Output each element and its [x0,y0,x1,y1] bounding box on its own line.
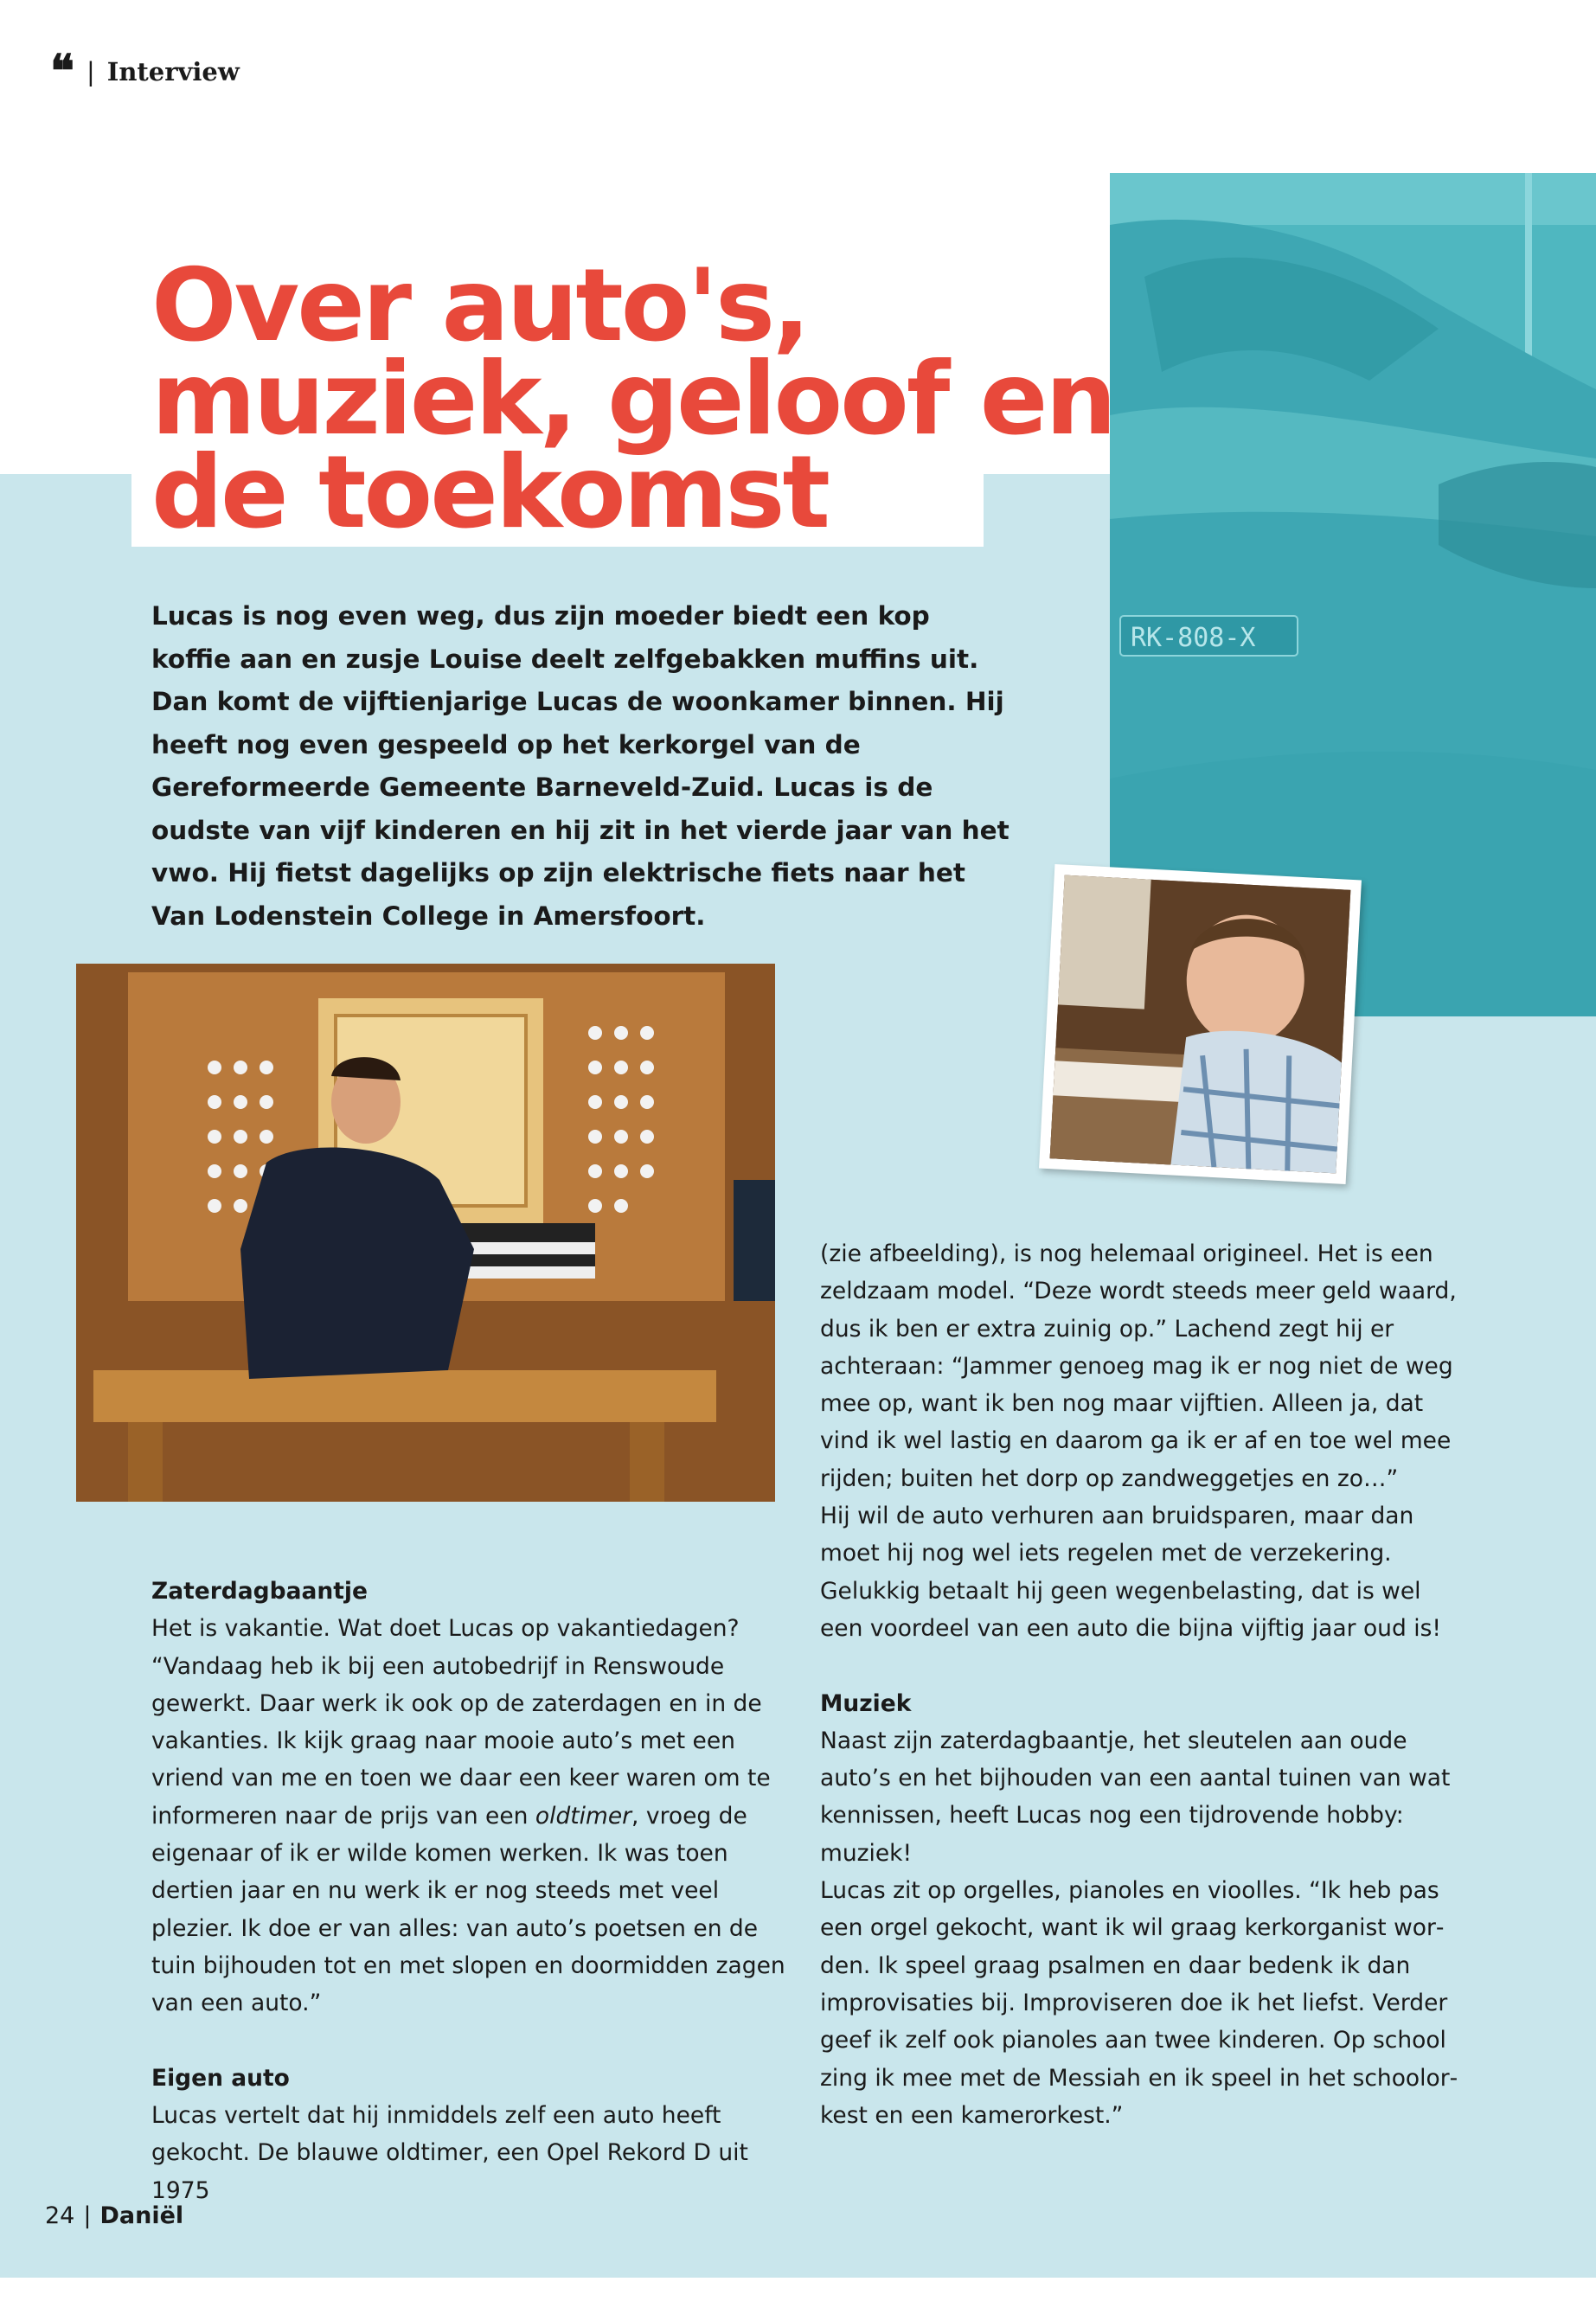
title-line: muziek, geloof en [151,341,1114,458]
magazine-name: Daniël [99,2202,184,2229]
italic-term: oldtimer [535,1802,632,1830]
paragraph-text: , vroeg de eigenaar of ik er wilde komen werken. Ik was toen dertien jaar en nu werk ik er nog steeds met veel plezier. Ik doe er van alles: van auto’s poetsen en de tuin bijhouden tot en met slopen en doormidden zagen van een auto.” [151,1802,785,2017]
page-number: 24 [45,2202,75,2229]
section-label: Interview [106,57,240,87]
paragraph: Lucas zit op orgelles, pianoles en vioolles. “Ik heb pas een orgel gekocht, want ik wil graag kerkorganist worden. Ik speel graag psalmen en daar bedenk ik dan improvisaties bij. Improviseren doe ik het liefst. Verder geef ik zelf ook pianoles aan twee kinderen. Op school zing ik mee met de Messiah en ik speel in het schoolorkest en een kamerorkest.” [820,1877,1458,2129]
footer-separator: | [83,2202,92,2229]
article-column-left [151,1573,792,2209]
title-line: Over auto's, [151,247,809,364]
subheading-zaterdagbaantje: Zaterdagbaantje [151,1578,368,1605]
page-footer [45,2202,183,2229]
paragraph-text: Het is vakantie. Wat doet Lucas op vakantiedagen? “Vandaag heb ik bij een autobedrijf in Renswoude gewerkt. Daar werk ik ook op de zaterdagen en in de vakanties. Ik kijk graag naar mooie auto’s met een vriend van me en toen we daar een keer waren om te informeren naar de prijs van een [151,1615,771,1830]
article-column-right [820,1235,1460,2134]
subheading-eigen-auto: Eigen auto [151,2064,290,2092]
paragraph: Lucas vertelt dat hij inmiddels zelf een auto heeft gekocht. De blauwe oldtimer, een Opel Rekord D uit 1975 [151,2102,748,2204]
license-plate-text: RK-808-X [1131,623,1256,653]
paragraph: Naast zijn zaterdagbaantje, het sleutelen aan oude auto’s en het bijhouden van een aantal tuinen van wat kennissen, heeft Lucas nog een tijdrovende hobby: muziek! [820,1727,1451,1867]
baby-illustration [1050,875,1351,1174]
organ-photo [76,964,775,1502]
baby-photo-image [1050,875,1351,1174]
subheading-muziek: Muziek [820,1689,912,1717]
baby-photo [1039,864,1362,1184]
paragraph [151,1610,792,2022]
paragraph: (zie afbeelding), is nog helemaal origineel. Het is een zeldzaam model. “Deze wordt steeds meer geld waard, dus ik ben er extra zuinig op.” Lachend zegt hij er achteraan: “Jammer genoeg mag ik er nog niet de weg mee op, want ik ben nog maar vijftien. Alleen ja, dat vind ik wel lastig en daarom ga ik er af en toe wel mee rijden; buiten het dorp op zandweggetjes en zo…” [820,1240,1457,1492]
quote-mark-icon: ❝ [50,45,69,98]
intro-paragraph: Lucas is nog even weg, dus zijn moeder biedt een kop koffie aan en zusje Louise deelt zelfgebakken muffins uit. Dan komt de vijftienjarige Lucas de woonkamer binnen. Hij heeft nog even gespeeld op het kerkorgel van de Gereformeerde Gemeente Barneveld-Zuid. Lucas is de oudste van vijf kinderen en hij zit in het vierde jaar van het vwo. Hij fietst dagelijks op zijn elektrische fiets naar het Van Lodenstein College in Amersfoort. [151,601,1010,931]
page-header [50,45,240,98]
header-separator: | [86,57,95,87]
paragraph: Hij wil de auto verhuren aan bruidsparen, maar dan moet hij nog wel iets regelen met de verzekering. Gelukkig betaalt hij geen wegenbelasting, dat is wel een voordeel van een auto die bijna vijftig jaar oud is! [820,1503,1441,1642]
article-title [151,247,1114,551]
title-line: de toekomst [151,434,829,551]
organ-illustration [76,964,775,1502]
